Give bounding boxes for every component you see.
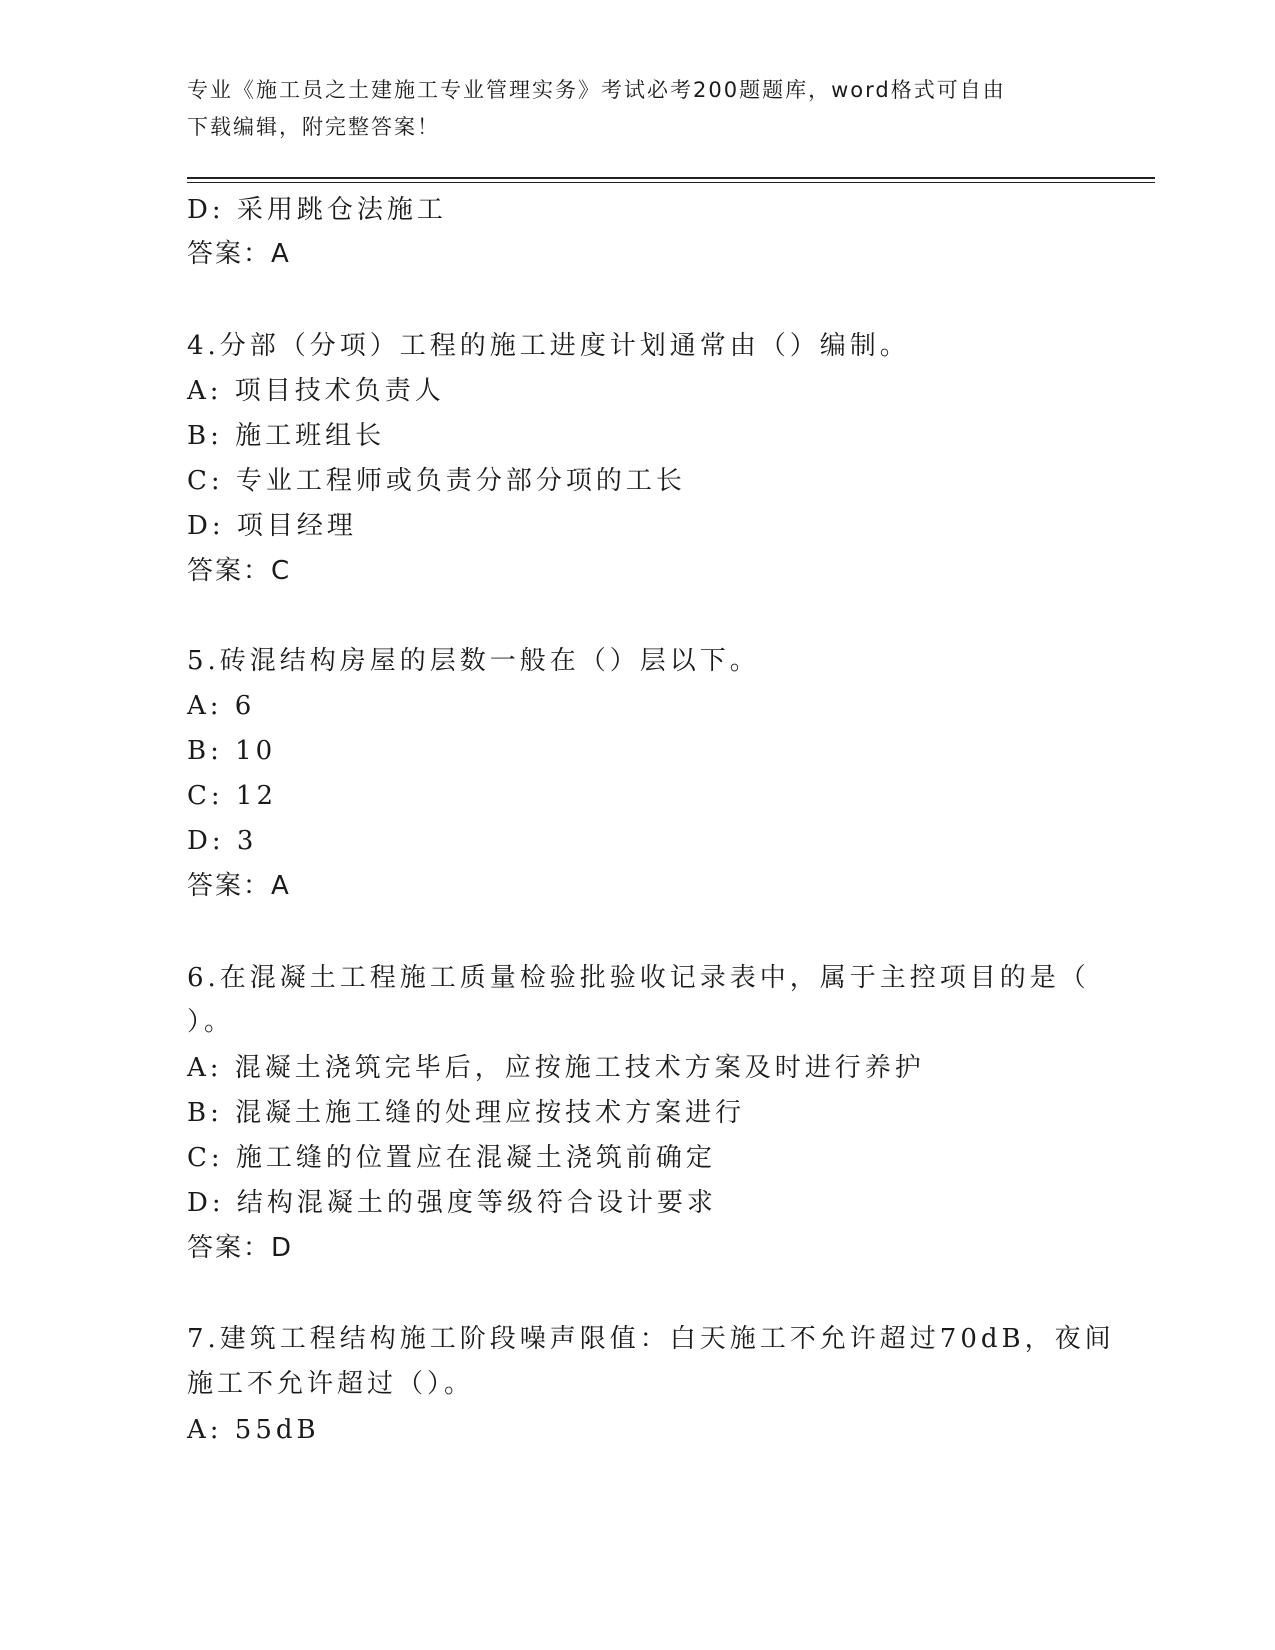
q4-answer: 答案：C [187,556,292,586]
q6-option-a: A: 混凝土浇筑完毕后，应按施工技术方案及时进行养护 [187,1053,925,1083]
q4-option-d: D: 项目经理 [187,511,357,541]
q5-option-d: D: 3 [187,826,258,856]
header-line-2: 下载编辑，附完整答案！ [187,115,440,139]
q6-option-c: C: 施工缝的位置应在混凝土浇筑前确定 [187,1143,716,1173]
q5-option-c: C: 12 [187,781,278,811]
q5-answer: 答案：A [187,871,291,901]
q3-option-d: D: 采用跳仓法施工 [187,195,447,225]
q5-question: 5.砖混结构房屋的层数一般在（）层以下。 [187,646,760,676]
q5-option-a: A: 6 [187,691,256,721]
q6-question-line-2: ）。 [187,1007,235,1037]
q6-question-line-1: 6.在混凝土工程施工质量检验批验收记录表中，属于主控项目的是（ [187,963,1090,993]
q4-option-a: A: 项目技术负责人 [187,376,445,406]
document-header [187,72,1067,146]
q4-option-b: B: 施工班组长 [187,421,386,451]
header-line-1: 专业《施工员之土建施工专业管理实务》考试必考200题题库，word格式可自由 [187,78,1006,102]
q7-question-line-1: 7.建筑工程结构施工阶段噪声限值：白天施工不允许超过70dB，夜间 [187,1324,1115,1354]
header-divider-thick [187,177,1155,179]
q4-option-c: C: 专业工程师或负责分部分项的工长 [187,466,686,496]
q6-option-b: B: 混凝土施工缝的处理应按技术方案进行 [187,1098,746,1128]
header-divider-thin [187,182,1155,183]
q7-question-line-2: 施工不允许超过（）。 [187,1369,475,1399]
q4-question: 4.分部（分项）工程的施工进度计划通常由（）编制。 [187,331,910,361]
q3-answer: 答案：A [187,239,291,269]
q7-option-a: A: 55dB [187,1415,320,1445]
q6-option-d: D: 结构混凝土的强度等级符合设计要求 [187,1188,717,1218]
q6-answer: 答案：D [187,1233,294,1263]
q5-option-b: B: 10 [187,736,277,766]
